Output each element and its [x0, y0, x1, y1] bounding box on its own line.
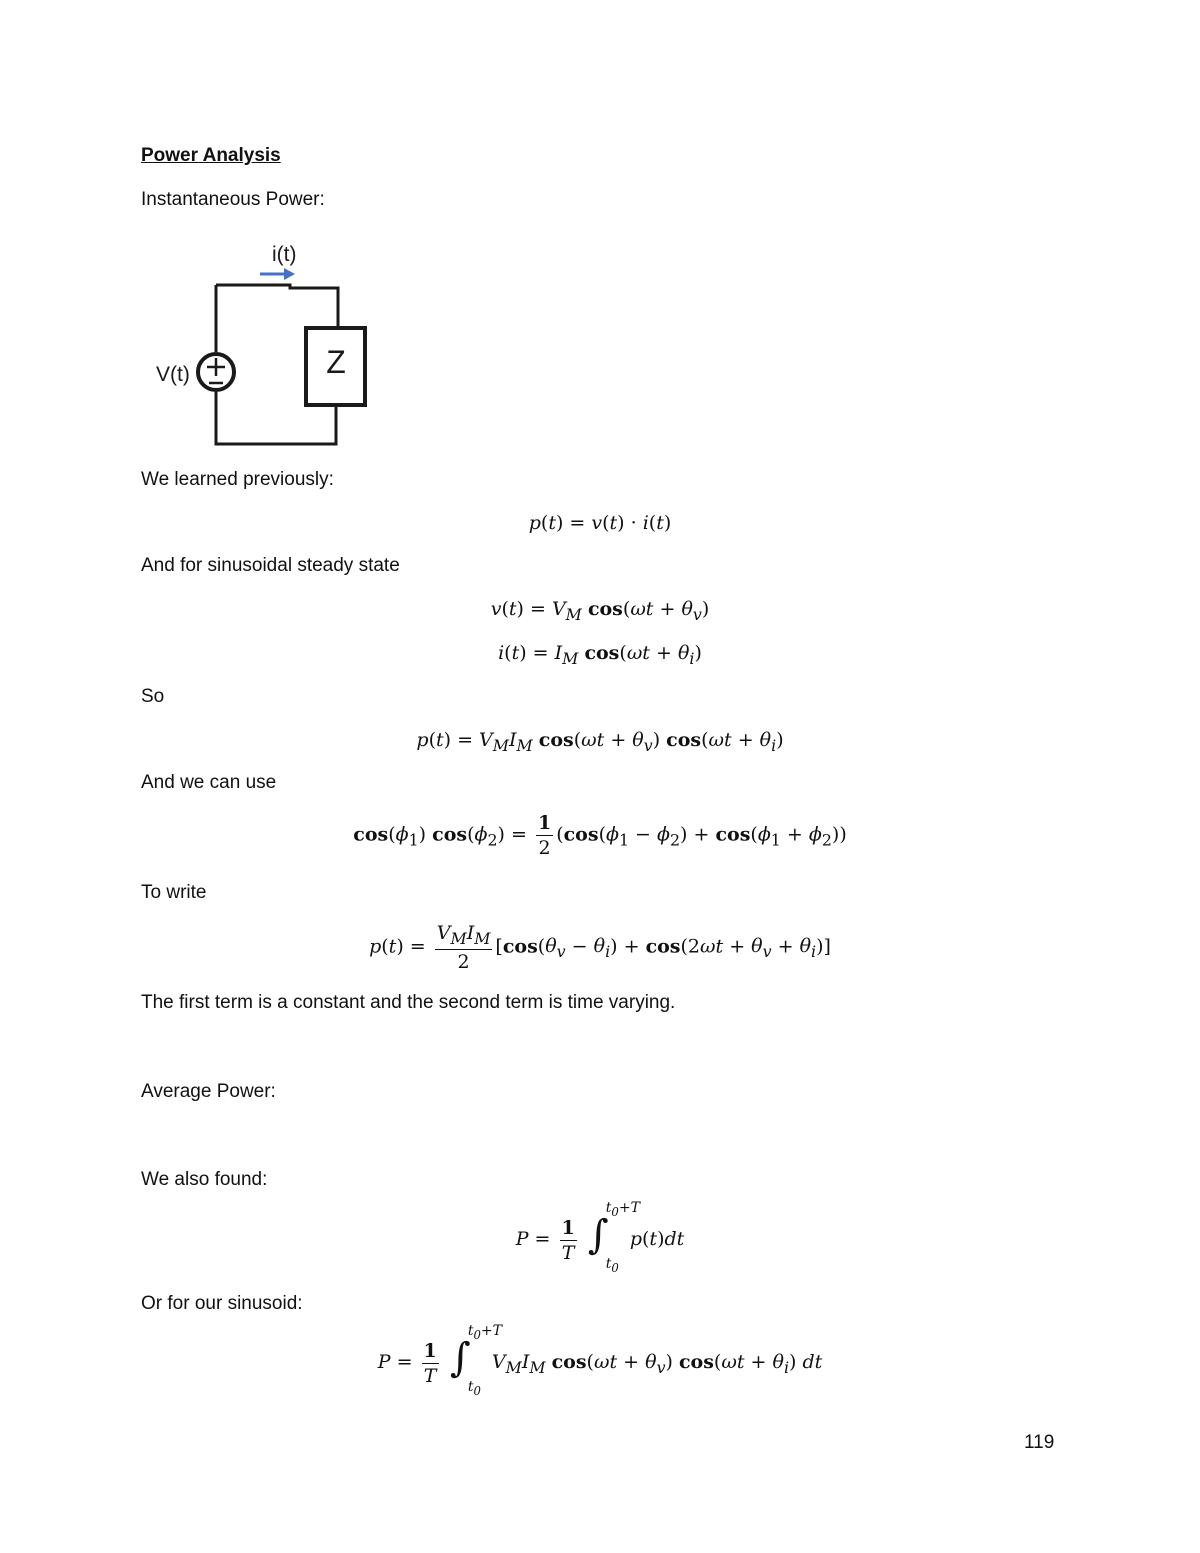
current-arrow-icon [284, 268, 295, 280]
equation-power-expanded: p(t) = $\frac{V_MI_M}{2}$ $[\cos(\theta_v - \theta_i) + \cos(2\omega t + \theta_v + \theta_i)]$ [369, 922, 831, 973]
page-number: 119 [1024, 1432, 1055, 1453]
equation-current: $i(t) = I_M$ $\cos(\omega t + \theta_i)$ [498, 642, 702, 668]
top-wire [216, 285, 338, 328]
text-can-use: And we can use [141, 772, 277, 793]
circuit-diagram [0, 0, 1200, 470]
text-sinusoidal-steady-state: And for sinusoidal steady state [141, 555, 400, 576]
equation-power-product: $p(t) = V_MI_M$ $\cos(\omega t + \theta_v)$ $\cos(\omega t + \theta_i)$ [416, 729, 784, 755]
text-our-sinusoid: Or for our sinusoid: [141, 1293, 303, 1314]
equation-average-power: P = $\frac{1}{T}$ ∫ $t_0+T$ $t_0$ p(t)dt [515, 1200, 685, 1275]
voltage-label: V(t) [156, 363, 190, 386]
heading-instantaneous-power: Instantaneous Power: [141, 189, 325, 210]
current-label: i(t) [272, 243, 297, 266]
text-learned-previously: We learned previously: [141, 469, 334, 490]
equation-average-power-sinusoid: P = $\frac{1}{T}$ ∫ $t_0+T$ $t_0$ $V_MI_M$ $\cos(\omega t + \theta_v)$ $\cos(\omega t + \theta_i)$ dt [377, 1323, 823, 1398]
text-first-term: The first term is a constant and the second term is time varying. [141, 992, 676, 1013]
text-also-found: We also found: [141, 1169, 268, 1190]
heading-average-power: Average Power: [141, 1081, 276, 1102]
page-title: Power Analysis [141, 145, 281, 166]
impedance-label: Z [326, 344, 346, 380]
equation-trig-identity: $\cos(\phi_1) \cos(\phi_2)$ = $\frac{1}{2}$ $(\cos(\phi_1 - \phi_2) + \cos(\phi_1 + \phi_2))$ [353, 812, 847, 859]
equation-voltage: $v(t) = V_M$ $\cos(\omega t + \theta_v)$ [490, 598, 710, 624]
equation-instantaneous-power: p(t) = v(t) · i(t) [528, 512, 672, 534]
text-so: So [141, 686, 165, 707]
text-to-write: To write [141, 882, 207, 903]
